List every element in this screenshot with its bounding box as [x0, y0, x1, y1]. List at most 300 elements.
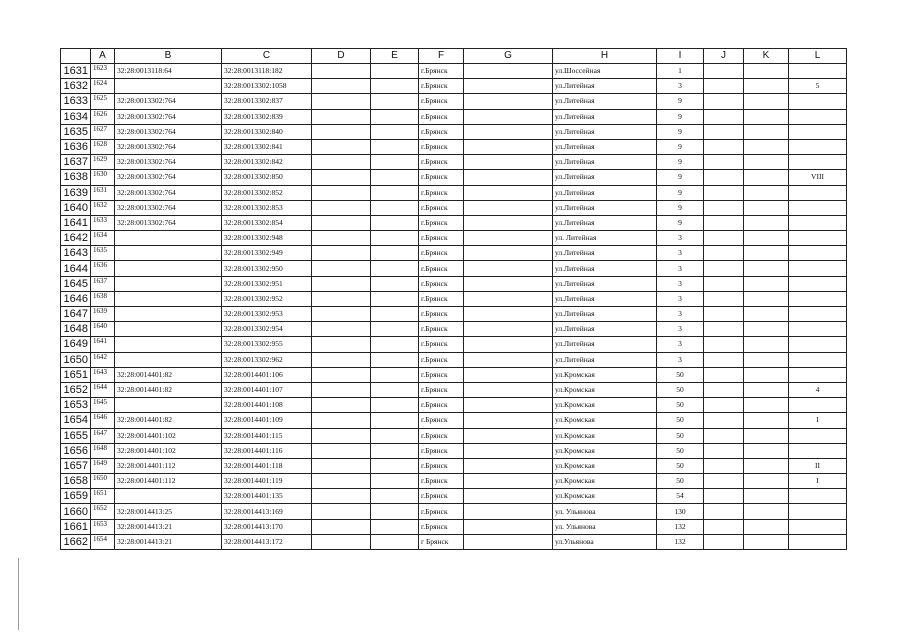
cell-g[interactable]: [464, 215, 553, 230]
cell-f[interactable]: г.Брянск: [419, 458, 464, 473]
cell-k[interactable]: [744, 382, 789, 397]
cell-i[interactable]: 1: [657, 64, 704, 79]
cell-b[interactable]: 32:28:0013302:764: [115, 139, 222, 154]
cell-h[interactable]: ул.Кромская: [553, 489, 657, 504]
cell-k[interactable]: [744, 367, 789, 382]
cell-f[interactable]: г.Брянск: [419, 337, 464, 352]
cell-k[interactable]: [744, 276, 789, 291]
cell-b[interactable]: [115, 246, 222, 261]
cell-d[interactable]: [312, 307, 371, 322]
cell-g[interactable]: [464, 337, 553, 352]
cell-k[interactable]: [744, 443, 789, 458]
cell-d[interactable]: [312, 231, 371, 246]
cell-f[interactable]: г.Брянск: [419, 94, 464, 109]
cell-e[interactable]: [371, 443, 419, 458]
cell-h[interactable]: ул.Литейная: [553, 215, 657, 230]
cell-l[interactable]: [789, 291, 847, 306]
cell-i[interactable]: 9: [657, 215, 704, 230]
cell-e[interactable]: [371, 413, 419, 428]
cell-b[interactable]: 32:28:0014401:82: [115, 367, 222, 382]
cell-c[interactable]: 32:28:0013302:952: [222, 291, 312, 306]
cell-k[interactable]: [744, 215, 789, 230]
row-number[interactable]: 1631: [61, 64, 91, 79]
row-number[interactable]: 1647: [61, 307, 91, 322]
cell-b[interactable]: 32:28:0014401:102: [115, 428, 222, 443]
cell-j[interactable]: [704, 458, 744, 473]
cell-e[interactable]: [371, 458, 419, 473]
cell-i[interactable]: 50: [657, 474, 704, 489]
cell-f[interactable]: г.Брянск: [419, 474, 464, 489]
cell-e[interactable]: [371, 200, 419, 215]
row-number[interactable]: 1633: [61, 94, 91, 109]
cell-a[interactable]: 1646: [91, 413, 115, 428]
cell-j[interactable]: [704, 170, 744, 185]
cell-i[interactable]: 9: [657, 185, 704, 200]
cell-g[interactable]: [464, 64, 553, 79]
cell-b[interactable]: 32:28:0013302:764: [115, 185, 222, 200]
cell-h[interactable]: ул.Литейная: [553, 352, 657, 367]
cell-f[interactable]: г.Брянск: [419, 382, 464, 397]
cell-j[interactable]: [704, 474, 744, 489]
cell-d[interactable]: [312, 64, 371, 79]
cell-e[interactable]: [371, 352, 419, 367]
cell-c[interactable]: 32:28:0013302:840: [222, 124, 312, 139]
cell-a[interactable]: 1645: [91, 398, 115, 413]
cell-d[interactable]: [312, 139, 371, 154]
cell-i[interactable]: 54: [657, 489, 704, 504]
cell-b[interactable]: 32:28:0013302:764: [115, 155, 222, 170]
row-number[interactable]: 1653: [61, 398, 91, 413]
cell-f[interactable]: г.Брянск: [419, 398, 464, 413]
cell-l[interactable]: [789, 155, 847, 170]
cell-l[interactable]: [789, 428, 847, 443]
cell-j[interactable]: [704, 428, 744, 443]
cell-c[interactable]: 32:28:0013302:852: [222, 185, 312, 200]
cell-a[interactable]: 1633: [91, 215, 115, 230]
cell-g[interactable]: [464, 489, 553, 504]
cell-l[interactable]: [789, 307, 847, 322]
cell-j[interactable]: [704, 109, 744, 124]
cell-d[interactable]: [312, 534, 371, 549]
cell-d[interactable]: [312, 367, 371, 382]
cell-a[interactable]: 1635: [91, 246, 115, 261]
cell-e[interactable]: [371, 337, 419, 352]
cell-f[interactable]: г.Брянск: [419, 367, 464, 382]
cell-l[interactable]: [789, 519, 847, 534]
cell-j[interactable]: [704, 155, 744, 170]
cell-j[interactable]: [704, 291, 744, 306]
cell-b[interactable]: 32:28:0014413:25: [115, 504, 222, 519]
cell-h[interactable]: ул.Кромская: [553, 428, 657, 443]
cell-e[interactable]: [371, 261, 419, 276]
cell-d[interactable]: [312, 155, 371, 170]
cell-g[interactable]: [464, 139, 553, 154]
cell-g[interactable]: [464, 413, 553, 428]
cell-l[interactable]: [789, 276, 847, 291]
cell-h[interactable]: ул.Литейная: [553, 322, 657, 337]
cell-k[interactable]: [744, 64, 789, 79]
cell-c[interactable]: 32:28:0013302:853: [222, 200, 312, 215]
cell-a[interactable]: 1628: [91, 139, 115, 154]
cell-k[interactable]: [744, 231, 789, 246]
cell-g[interactable]: [464, 382, 553, 397]
cell-j[interactable]: [704, 64, 744, 79]
cell-l[interactable]: [789, 124, 847, 139]
cell-f[interactable]: г.Брянск: [419, 109, 464, 124]
cell-i[interactable]: 3: [657, 276, 704, 291]
cell-j[interactable]: [704, 352, 744, 367]
cell-b[interactable]: [115, 307, 222, 322]
cell-b[interactable]: [115, 231, 222, 246]
column-header-g[interactable]: G: [464, 49, 553, 64]
cell-g[interactable]: [464, 428, 553, 443]
cell-f[interactable]: г.Брянск: [419, 79, 464, 94]
cell-j[interactable]: [704, 443, 744, 458]
cell-j[interactable]: [704, 185, 744, 200]
column-header-j[interactable]: J: [704, 49, 744, 64]
cell-i[interactable]: 3: [657, 337, 704, 352]
cell-k[interactable]: [744, 337, 789, 352]
cell-c[interactable]: 32:28:0014413:170: [222, 519, 312, 534]
cell-e[interactable]: [371, 291, 419, 306]
cell-j[interactable]: [704, 382, 744, 397]
cell-l[interactable]: I: [789, 474, 847, 489]
row-number[interactable]: 1644: [61, 261, 91, 276]
cell-k[interactable]: [744, 307, 789, 322]
cell-e[interactable]: [371, 276, 419, 291]
cell-i[interactable]: 50: [657, 428, 704, 443]
cell-i[interactable]: 9: [657, 94, 704, 109]
cell-h[interactable]: ул.Литейная: [553, 307, 657, 322]
cell-k[interactable]: [744, 200, 789, 215]
cell-a[interactable]: 1643: [91, 367, 115, 382]
cell-a[interactable]: 1644: [91, 382, 115, 397]
cell-k[interactable]: [744, 109, 789, 124]
cell-g[interactable]: [464, 261, 553, 276]
cell-j[interactable]: [704, 337, 744, 352]
cell-k[interactable]: [744, 261, 789, 276]
cell-l[interactable]: 4: [789, 382, 847, 397]
cell-d[interactable]: [312, 261, 371, 276]
cell-e[interactable]: [371, 322, 419, 337]
cell-f[interactable]: г.Брянск: [419, 519, 464, 534]
cell-l[interactable]: VIII: [789, 170, 847, 185]
cell-i[interactable]: 130: [657, 504, 704, 519]
row-number[interactable]: 1634: [61, 109, 91, 124]
cell-h[interactable]: ул.Литейная: [553, 139, 657, 154]
cell-e[interactable]: [371, 474, 419, 489]
cell-d[interactable]: [312, 200, 371, 215]
cell-l[interactable]: [789, 261, 847, 276]
column-header-c[interactable]: C: [222, 49, 312, 64]
cell-i[interactable]: 9: [657, 155, 704, 170]
cell-a[interactable]: 1624: [91, 79, 115, 94]
cell-b[interactable]: 32:28:0014401:112: [115, 474, 222, 489]
cell-k[interactable]: [744, 489, 789, 504]
row-number[interactable]: 1652: [61, 382, 91, 397]
cell-c[interactable]: 32:28:0013302:841: [222, 139, 312, 154]
cell-d[interactable]: [312, 276, 371, 291]
cell-c[interactable]: 32:28:0013302:1058: [222, 79, 312, 94]
cell-a[interactable]: 1650: [91, 474, 115, 489]
cell-h[interactable]: ул.Литейная: [553, 246, 657, 261]
cell-d[interactable]: [312, 109, 371, 124]
cell-b[interactable]: 32:28:0014413:21: [115, 534, 222, 549]
cell-h[interactable]: ул.Литейная: [553, 200, 657, 215]
cell-f[interactable]: г.Брянск: [419, 322, 464, 337]
cell-c[interactable]: 32:28:0014401:107: [222, 382, 312, 397]
cell-d[interactable]: [312, 352, 371, 367]
cell-e[interactable]: [371, 94, 419, 109]
cell-h[interactable]: ул.Литейная: [553, 261, 657, 276]
cell-l[interactable]: II: [789, 458, 847, 473]
cell-i[interactable]: 9: [657, 124, 704, 139]
cell-b[interactable]: [115, 322, 222, 337]
cell-b[interactable]: [115, 352, 222, 367]
cell-l[interactable]: [789, 489, 847, 504]
cell-k[interactable]: [744, 79, 789, 94]
row-number[interactable]: 1654: [61, 413, 91, 428]
cell-e[interactable]: [371, 534, 419, 549]
cell-b[interactable]: [115, 398, 222, 413]
row-number[interactable]: 1655: [61, 428, 91, 443]
cell-b[interactable]: 32:28:0013302:764: [115, 124, 222, 139]
row-number[interactable]: 1641: [61, 215, 91, 230]
cell-d[interactable]: [312, 398, 371, 413]
cell-d[interactable]: [312, 474, 371, 489]
cell-l[interactable]: [789, 398, 847, 413]
row-number[interactable]: 1657: [61, 458, 91, 473]
cell-f[interactable]: г.Брянск: [419, 413, 464, 428]
cell-b[interactable]: 32:28:0014401:102: [115, 443, 222, 458]
cell-i[interactable]: 50: [657, 367, 704, 382]
cell-f[interactable]: г.Брянск: [419, 261, 464, 276]
cell-h[interactable]: ул.Кромская: [553, 367, 657, 382]
cell-c[interactable]: 32:28:0014401:106: [222, 367, 312, 382]
cell-j[interactable]: [704, 489, 744, 504]
row-number[interactable]: 1642: [61, 231, 91, 246]
cell-h[interactable]: ул.Литейная: [553, 109, 657, 124]
cell-g[interactable]: [464, 504, 553, 519]
cell-i[interactable]: 50: [657, 413, 704, 428]
cell-h[interactable]: ул.Литейная: [553, 291, 657, 306]
cell-l[interactable]: [789, 504, 847, 519]
cell-d[interactable]: [312, 458, 371, 473]
cell-g[interactable]: [464, 231, 553, 246]
cell-d[interactable]: [312, 428, 371, 443]
cell-i[interactable]: 3: [657, 322, 704, 337]
cell-l[interactable]: [789, 352, 847, 367]
cell-d[interactable]: [312, 246, 371, 261]
cell-a[interactable]: 1641: [91, 337, 115, 352]
cell-b[interactable]: 32:28:0013302:764: [115, 215, 222, 230]
row-number[interactable]: 1650: [61, 352, 91, 367]
cell-e[interactable]: [371, 246, 419, 261]
cell-a[interactable]: 1653: [91, 519, 115, 534]
cell-i[interactable]: 3: [657, 291, 704, 306]
row-number[interactable]: 1645: [61, 276, 91, 291]
cell-h[interactable]: ул.Кромская: [553, 443, 657, 458]
cell-b[interactable]: 32:28:0014401:112: [115, 458, 222, 473]
cell-g[interactable]: [464, 170, 553, 185]
cell-a[interactable]: 1642: [91, 352, 115, 367]
cell-f[interactable]: г.Брянск: [419, 443, 464, 458]
cell-i[interactable]: 3: [657, 307, 704, 322]
cell-e[interactable]: [371, 139, 419, 154]
row-number[interactable]: 1637: [61, 155, 91, 170]
cell-j[interactable]: [704, 322, 744, 337]
cell-k[interactable]: [744, 322, 789, 337]
cell-l[interactable]: I: [789, 413, 847, 428]
cell-i[interactable]: 50: [657, 382, 704, 397]
cell-b[interactable]: [115, 489, 222, 504]
cell-f[interactable]: г.Брянск: [419, 352, 464, 367]
cell-a[interactable]: 1640: [91, 322, 115, 337]
cell-j[interactable]: [704, 231, 744, 246]
cell-c[interactable]: 32:28:0013302:949: [222, 246, 312, 261]
cell-k[interactable]: [744, 291, 789, 306]
cell-k[interactable]: [744, 413, 789, 428]
cell-e[interactable]: [371, 185, 419, 200]
cell-d[interactable]: [312, 79, 371, 94]
cell-f[interactable]: г.Брянск: [419, 155, 464, 170]
cell-h[interactable]: ул.Литейная: [553, 276, 657, 291]
cell-f[interactable]: г.Брянск: [419, 428, 464, 443]
cell-c[interactable]: 32:28:0014413:169: [222, 504, 312, 519]
cell-e[interactable]: [371, 109, 419, 124]
column-header-d[interactable]: D: [312, 49, 371, 64]
row-number[interactable]: 1639: [61, 185, 91, 200]
cell-j[interactable]: [704, 246, 744, 261]
row-number[interactable]: 1638: [61, 170, 91, 185]
cell-c[interactable]: 32:28:0014401:118: [222, 458, 312, 473]
row-number[interactable]: 1635: [61, 124, 91, 139]
cell-h[interactable]: ул.Кромская: [553, 474, 657, 489]
cell-c[interactable]: 32:28:0013302:950: [222, 261, 312, 276]
cell-g[interactable]: [464, 185, 553, 200]
cell-g[interactable]: [464, 519, 553, 534]
row-number[interactable]: 1651: [61, 367, 91, 382]
cell-c[interactable]: 32:28:0013302:953: [222, 307, 312, 322]
cell-a[interactable]: 1632: [91, 200, 115, 215]
cell-l[interactable]: [789, 443, 847, 458]
cell-b[interactable]: [115, 291, 222, 306]
cell-c[interactable]: 32:28:0013118:182: [222, 64, 312, 79]
column-header-f[interactable]: F: [419, 49, 464, 64]
cell-d[interactable]: [312, 519, 371, 534]
cell-k[interactable]: [744, 519, 789, 534]
column-header-l[interactable]: L: [789, 49, 847, 64]
cell-f[interactable]: г.Брянск: [419, 504, 464, 519]
cell-b[interactable]: 32:28:0013118:64: [115, 64, 222, 79]
cell-i[interactable]: 3: [657, 246, 704, 261]
cell-h[interactable]: ул. Ульянова: [553, 504, 657, 519]
cell-b[interactable]: 32:28:0014401:82: [115, 382, 222, 397]
cell-e[interactable]: [371, 428, 419, 443]
cell-g[interactable]: [464, 200, 553, 215]
cell-k[interactable]: [744, 458, 789, 473]
cell-a[interactable]: 1627: [91, 124, 115, 139]
cell-c[interactable]: 32:28:0014401:119: [222, 474, 312, 489]
cell-c[interactable]: 32:28:0013302:954: [222, 322, 312, 337]
cell-l[interactable]: [789, 200, 847, 215]
cell-e[interactable]: [371, 155, 419, 170]
cell-k[interactable]: [744, 94, 789, 109]
cell-i[interactable]: 50: [657, 443, 704, 458]
cell-l[interactable]: [789, 109, 847, 124]
cell-k[interactable]: [744, 474, 789, 489]
cell-i[interactable]: 50: [657, 458, 704, 473]
cell-g[interactable]: [464, 109, 553, 124]
cell-g[interactable]: [464, 322, 553, 337]
cell-c[interactable]: 32:28:0014401:108: [222, 398, 312, 413]
cell-l[interactable]: [789, 139, 847, 154]
cell-b[interactable]: 32:28:0013302:764: [115, 109, 222, 124]
cell-i[interactable]: 3: [657, 261, 704, 276]
cell-g[interactable]: [464, 155, 553, 170]
cell-f[interactable]: г.Брянск: [419, 64, 464, 79]
cell-i[interactable]: 9: [657, 139, 704, 154]
row-number[interactable]: 1640: [61, 200, 91, 215]
row-number[interactable]: 1662: [61, 534, 91, 549]
cell-c[interactable]: 32:28:0013302:948: [222, 231, 312, 246]
cell-e[interactable]: [371, 170, 419, 185]
cell-c[interactable]: 32:28:0013302:962: [222, 352, 312, 367]
cell-d[interactable]: [312, 382, 371, 397]
cell-b[interactable]: 32:28:0013302:764: [115, 170, 222, 185]
cell-d[interactable]: [312, 322, 371, 337]
cell-d[interactable]: [312, 124, 371, 139]
cell-f[interactable]: г.Брянск: [419, 307, 464, 322]
cell-c[interactable]: 32:28:0014413:172: [222, 534, 312, 549]
cell-d[interactable]: [312, 489, 371, 504]
cell-c[interactable]: 32:28:0013302:839: [222, 109, 312, 124]
cell-d[interactable]: [312, 215, 371, 230]
cell-g[interactable]: [464, 291, 553, 306]
cell-k[interactable]: [744, 504, 789, 519]
cell-a[interactable]: 1651: [91, 489, 115, 504]
cell-h[interactable]: ул.Литейная: [553, 124, 657, 139]
cell-g[interactable]: [464, 443, 553, 458]
cell-f[interactable]: г.Брянск: [419, 291, 464, 306]
cell-e[interactable]: [371, 489, 419, 504]
cell-l[interactable]: [789, 534, 847, 549]
cell-d[interactable]: [312, 337, 371, 352]
cell-k[interactable]: [744, 534, 789, 549]
row-number[interactable]: 1643: [61, 246, 91, 261]
row-number[interactable]: 1659: [61, 489, 91, 504]
column-header-e[interactable]: E: [371, 49, 419, 64]
cell-i[interactable]: 50: [657, 398, 704, 413]
cell-d[interactable]: [312, 443, 371, 458]
cell-f[interactable]: г.Брянск: [419, 489, 464, 504]
cell-b[interactable]: 32:28:0014413:21: [115, 519, 222, 534]
row-number[interactable]: 1649: [61, 337, 91, 352]
cell-g[interactable]: [464, 474, 553, 489]
cell-j[interactable]: [704, 124, 744, 139]
cell-j[interactable]: [704, 215, 744, 230]
cell-c[interactable]: 32:28:0013302:842: [222, 155, 312, 170]
cell-g[interactable]: [464, 352, 553, 367]
row-number[interactable]: 1661: [61, 519, 91, 534]
cell-g[interactable]: [464, 94, 553, 109]
cell-h[interactable]: ул.Шоссейная: [553, 64, 657, 79]
row-number[interactable]: 1656: [61, 443, 91, 458]
cell-c[interactable]: 32:28:0014401:109: [222, 413, 312, 428]
cell-j[interactable]: [704, 367, 744, 382]
cell-l[interactable]: 5: [789, 79, 847, 94]
cell-d[interactable]: [312, 413, 371, 428]
